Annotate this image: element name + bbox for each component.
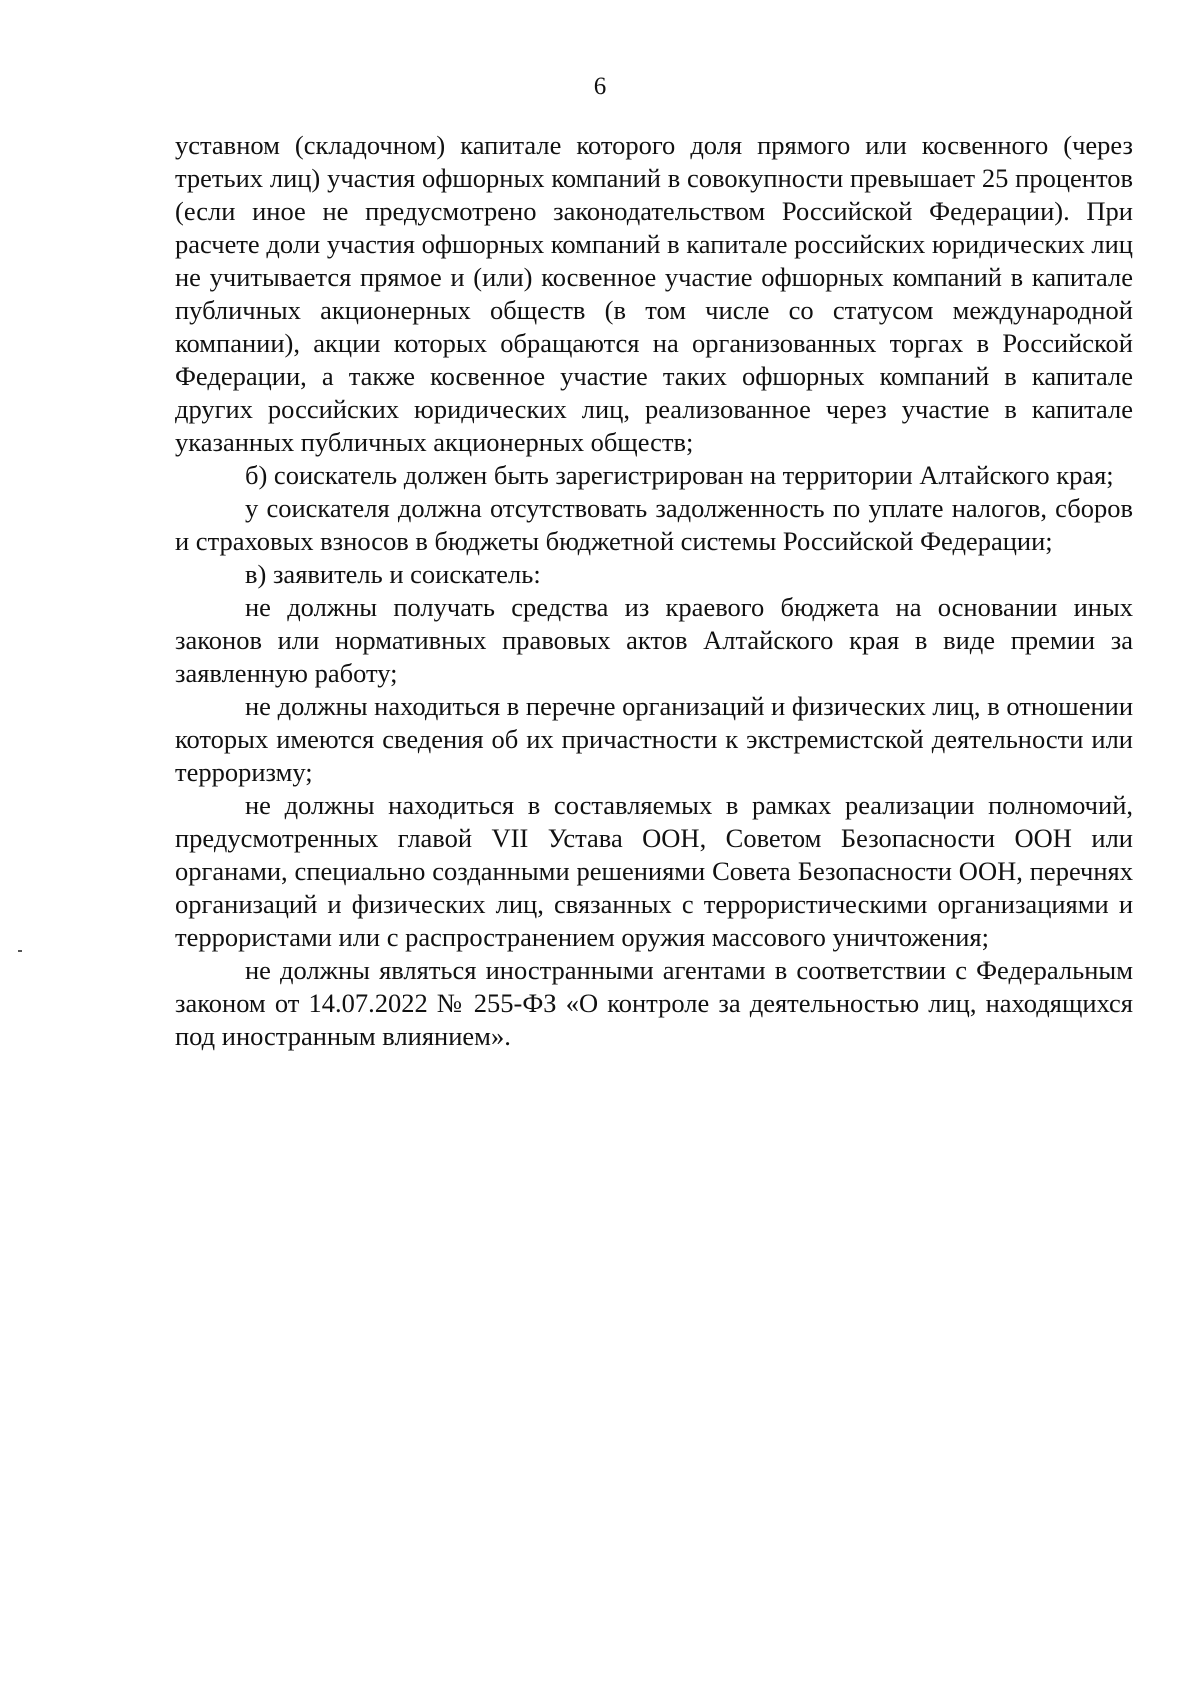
paragraph-no-regional-budget-funds: не должны получать средства из краевого бюджета на основании иных законов или нормативных правовых актов Алтайского края в виде премии за заявленную работу; xyxy=(175,592,1133,688)
scan-margin-mark xyxy=(18,950,22,952)
document-body xyxy=(175,129,1133,1053)
paragraph-not-in-extremism-list: не должны находиться в перечне организаций и физических лиц, в отношении которых имеются сведения об их причастности к экстремистской деятельности или терроризму; xyxy=(175,691,1133,787)
paragraph-no-tax-debt: у соискателя должна отсутствовать задолженность по уплате налогов, сборов и страховых взносов в бюджеты бюджетной системы Российской Федерации; xyxy=(175,493,1133,556)
paragraph-registration-requirement: б) соискатель должен быть зарегистрирован на территории Алтайского края; xyxy=(245,460,1114,490)
paragraph-not-in-un-lists: не должны находиться в составляемых в рамках реализации полномочий, предусмотренных главой VII Устава ООН, Советом Безопасности ООН или органами, специально созданными решениями Совета Безопасности ООН, перечнях организаций и физических лиц, связанных с террористическими организациями и террористами или с распространением оружия массового уничтожения; xyxy=(175,790,1133,952)
paragraph-not-foreign-agents: не должны являться иностранными агентами в соответствии с Федеральным законом от 14.07.2022 № 255-ФЗ «О контроле за деятельностью лиц, находящихся под иностранным влиянием». xyxy=(175,955,1133,1051)
paragraph-applicant-and-candidate: в) заявитель и соискатель: xyxy=(245,559,541,589)
paragraph-offshore-participation: уставном (складочном) капитале которого доля прямого или косвенного (через третьих лиц) участия офшорных компаний в совокупности превышает 25 процентов (если иное не предусмотрено законодательством Российской Федерации). При расчете доли участия офшорных компаний в капитале российских юридических лиц не учитывается прямое и (или) косвенное участие офшорных компаний в капитале публичных акционерных обществ (в том числе со статусом международной компании), акции которых обращаются на организованных торгах в Российской Федерации, а также косвенное участие таких офшорных компаний в капитале других российских юридических лиц, реализованное через участие в капитале указанных публичных акционерных обществ; xyxy=(175,130,1133,457)
page-number: 6 xyxy=(593,73,607,100)
